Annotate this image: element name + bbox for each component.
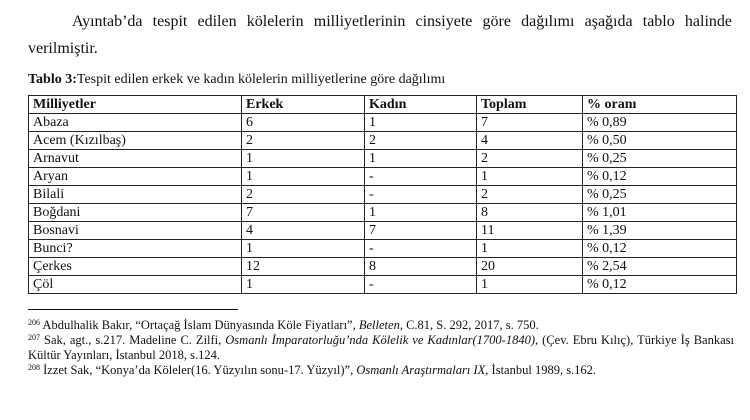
cell-male: 4 (242, 222, 365, 240)
cell-female: - (365, 276, 477, 294)
footnote-separator (28, 309, 238, 310)
cell-female: - (365, 168, 477, 186)
footnote (28, 363, 734, 378)
table-row (29, 114, 737, 132)
cell-female: 8 (365, 258, 477, 276)
header-total: Toplam (477, 96, 583, 114)
cell-female: 7 (365, 222, 477, 240)
cell-male: 12 (242, 258, 365, 276)
intro-paragraph (28, 8, 732, 62)
cell-total: 1 (477, 240, 583, 258)
footnotes (28, 318, 734, 378)
cell-percent: % 0,25 (583, 186, 737, 204)
cell-nationality: Arnavut (29, 150, 242, 168)
cell-nationality: Bunci? (29, 240, 242, 258)
footnote-italic-title: Belleten (358, 318, 400, 332)
table-row (29, 222, 737, 240)
cell-nationality: Acem (Kızılbaş) (29, 132, 242, 150)
footnote-text: Abdulhalik Bakır, “Ortaçağ İslam Dünyasında Köle Fiyatları”, (40, 318, 359, 332)
footnote-text: Sak, agt., s.217. Madeline C. Zilfi, (40, 333, 226, 347)
table-row (29, 168, 737, 186)
cell-nationality: Boğdani (29, 204, 242, 222)
nationality-table (28, 95, 737, 294)
cell-total: 1 (477, 168, 583, 186)
cell-female: 1 (365, 150, 477, 168)
cell-percent: % 2,54 (583, 258, 737, 276)
cell-female: 2 (365, 132, 477, 150)
cell-female: 1 (365, 204, 477, 222)
cell-male: 2 (242, 186, 365, 204)
footnote-italic-title: Osmanlı İmparatorluğu’nda Kölelik ve Kadınlar(1700-1840), (225, 333, 539, 347)
header-female: Kadın (365, 96, 477, 114)
intro-line-2: verilmiştir. (28, 40, 98, 57)
cell-percent: % 0,12 (583, 276, 737, 294)
cell-nationality: Bosnavi (29, 222, 242, 240)
cell-percent: % 1,01 (583, 204, 737, 222)
cell-female: - (365, 186, 477, 204)
table-row (29, 240, 737, 258)
cell-nationality: Bilali (29, 186, 242, 204)
table-caption-text: Tespit edilen erkek ve kadın kölelerin milliyetlerine göre dağılımı (76, 72, 446, 87)
table-row (29, 186, 737, 204)
header-nationality: Milliyetler (29, 96, 242, 114)
cell-percent: % 1,39 (583, 222, 737, 240)
table-row (29, 132, 737, 150)
cell-total: 2 (477, 186, 583, 204)
cell-total: 20 (477, 258, 583, 276)
table-header-row (29, 96, 737, 114)
cell-total: 1 (477, 276, 583, 294)
table-row (29, 150, 737, 168)
cell-total: 4 (477, 132, 583, 150)
footnote-number: 208 (28, 363, 40, 372)
cell-male: 1 (242, 150, 365, 168)
cell-male: 7 (242, 204, 365, 222)
cell-percent: % 0,25 (583, 150, 737, 168)
cell-male: 1 (242, 240, 365, 258)
footnote (28, 333, 734, 363)
cell-nationality: Abaza (29, 114, 242, 132)
cell-percent: % 0,12 (583, 240, 737, 258)
cell-percent: % 0,89 (583, 114, 737, 132)
footnote-text-end: , C.81, S. 292, 2017, s. 750. (399, 318, 539, 332)
footnote-text-end: , İstanbul 1989, s.162. (485, 363, 597, 377)
table-row (29, 276, 737, 294)
cell-male: 2 (242, 132, 365, 150)
cell-total: 11 (477, 222, 583, 240)
cell-total: 7 (477, 114, 583, 132)
cell-female: - (365, 240, 477, 258)
footnote-italic-title: Osmanlı Araştırmaları IX (356, 363, 486, 377)
footnote (28, 318, 734, 333)
header-percent: % oranı (583, 96, 737, 114)
header-male: Erkek (242, 96, 365, 114)
footnote-text: İzzet Sak, “Konya’da Köleler(16. Yüzyılın sonu-17. Yüzyıl)”, (40, 363, 357, 377)
cell-nationality: Aryan (29, 168, 242, 186)
table-caption (28, 71, 445, 89)
cell-nationality: Çerkes (29, 258, 242, 276)
cell-nationality: Çöl (29, 276, 242, 294)
footnote-number: 207 (28, 333, 40, 342)
cell-percent: % 0,50 (583, 132, 737, 150)
intro-line-1: Ayıntab’da tespit edilen kölelerin milliyetlerinin cinsiyete göre dağılımı aşağıda tablo halinde (72, 13, 732, 30)
cell-percent: % 0,12 (583, 168, 737, 186)
cell-total: 8 (477, 204, 583, 222)
cell-male: 1 (242, 168, 365, 186)
table-row (29, 258, 737, 276)
cell-total: 2 (477, 150, 583, 168)
footnote-number: 206 (28, 318, 40, 327)
footnote-text-end: (Çev. Ebru Kılıç), Türkiye İş Bankası Kültür Yayınları, İstanbul 2018, s.124. (28, 333, 734, 362)
cell-female: 1 (365, 114, 477, 132)
table-caption-label: Tablo 3: (28, 72, 77, 87)
cell-male: 1 (242, 276, 365, 294)
cell-male: 6 (242, 114, 365, 132)
table-row (29, 204, 737, 222)
